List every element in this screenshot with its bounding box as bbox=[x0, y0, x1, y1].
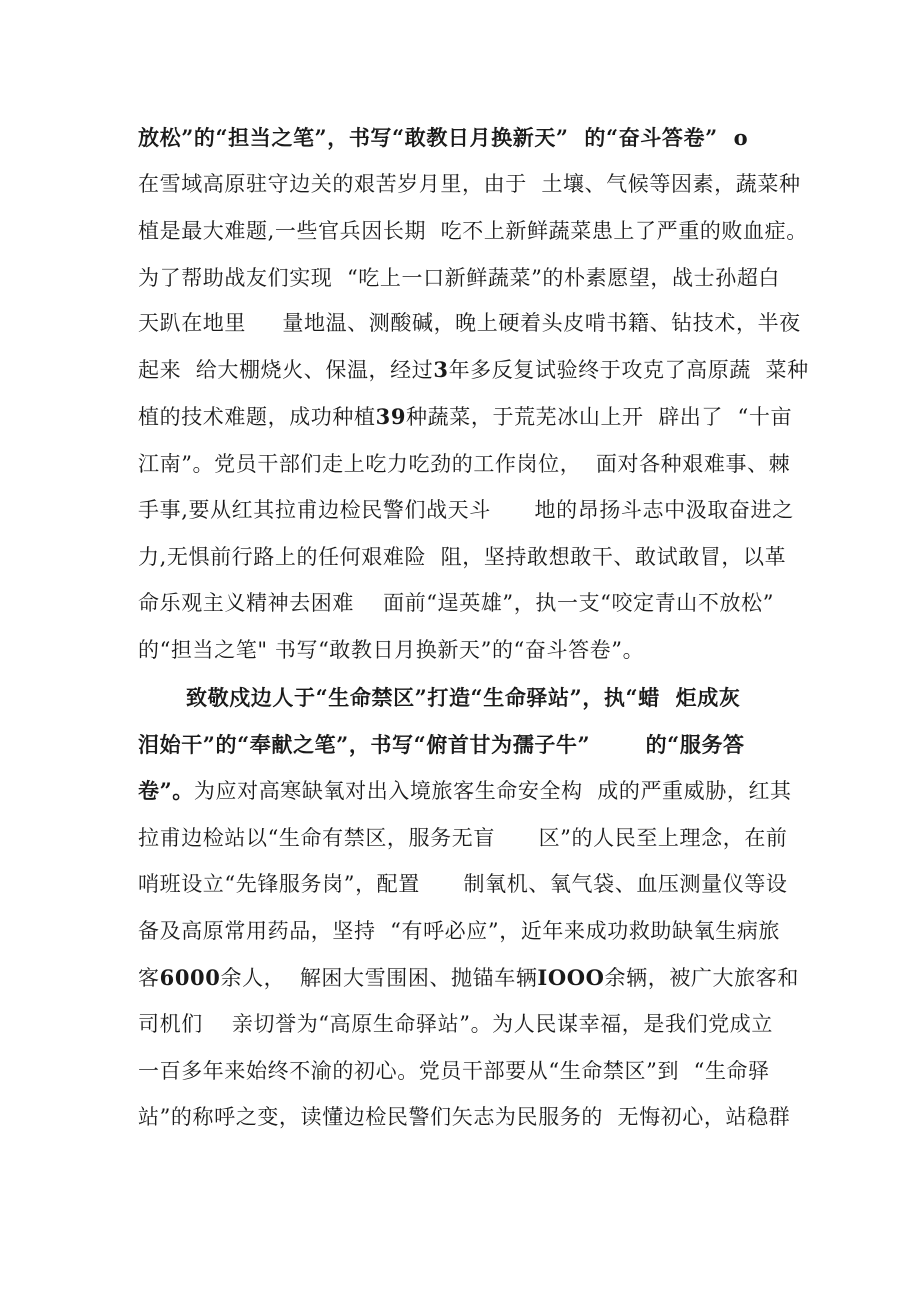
text-segment: 放松”的“担当之笔”，书写“敢教日月换新天” 的“奋斗答卷” o bbox=[138, 125, 749, 150]
text-segment: 力,无惧前行路上的任何艰难险 阻，坚持敢想敢干、敢试敢冒，以革 bbox=[138, 545, 787, 569]
text-line bbox=[138, 303, 801, 343]
text-line bbox=[138, 397, 793, 437]
text-segment: 在雪域高原驻守边关的艰苦岁月里，由于 土壤、气候等因素，蔬菜种 bbox=[138, 172, 801, 196]
text-segment: 6000 bbox=[159, 965, 221, 990]
text-segment: 余辆，被广大旅客和 bbox=[604, 966, 799, 990]
text-segment: 植是最大难题,一些官兵因长期 吃不上新鲜蔬菜患上了严重的败血症。 bbox=[138, 219, 808, 243]
text-line bbox=[138, 118, 788, 158]
text-line bbox=[138, 164, 801, 204]
text-segment: 3 bbox=[433, 357, 449, 382]
text-segment: 司机们 亲切誉为“高原生命驿站”。为人民谋幸福，是我们党成立 bbox=[138, 1012, 773, 1036]
text-segment: 泪始干”的“奉献之笔”，书写“俯首甘为孺子牛” 的“服务答 bbox=[138, 732, 745, 757]
text-segment: 的“担当之笔" 书写“敢教日月换新天”的“奋斗答卷”。 bbox=[138, 638, 645, 662]
text-segment: 为应对高寒缺氧对出入境旅客生命安全构 成的严重威胁，红其 bbox=[193, 779, 792, 803]
text-segment: 种蔬菜，于荒芜冰山上开 辟出了 “十亩 bbox=[406, 405, 793, 429]
text-line bbox=[138, 630, 788, 670]
text-line bbox=[138, 444, 791, 484]
text-segment: 39 bbox=[375, 404, 407, 429]
text-line bbox=[138, 725, 788, 765]
text-segment: 植的技术难题，成功种植 bbox=[138, 405, 376, 429]
text-segment: 备及高原常用药品，坚持 “有呼必应”，近年来成功救助缺氧生病旅 bbox=[138, 919, 781, 943]
text-line bbox=[138, 771, 792, 811]
text-line bbox=[138, 958, 799, 998]
text-line bbox=[138, 583, 788, 623]
text-line bbox=[138, 1097, 791, 1137]
text-segment: 拉甫边检站以“生命有禁区，服务无盲 区”的人民至上理念，在前 bbox=[138, 826, 788, 850]
text-segment: 卷”。 bbox=[138, 778, 194, 803]
text-segment: 手事,要从红其拉甫边检民警们战天斗 地的昂扬斗志中汲取奋进之 bbox=[138, 498, 794, 522]
text-segment: 命乐观主义精神去困难 面前“逞英雄”，执一支“咬定青山不放松” bbox=[138, 591, 775, 615]
text-segment: 哨班设立“先锋服务岗”，配置 制氧机、氧气袋、血压测量仪等设 bbox=[138, 872, 788, 896]
text-line bbox=[138, 258, 788, 298]
text-line bbox=[138, 864, 788, 904]
text-segment: 为了帮助战友们实现 “吃上一口新鲜蔬菜”的朴素愿望，战士孙超白 bbox=[138, 266, 781, 290]
text-segment: 站”的称呼之变，读懂边检民警们矢志为民服务的 无悔初心，站稳群 bbox=[138, 1105, 791, 1129]
text-segment: 起来 给大棚烧火、保温，经过 bbox=[138, 358, 434, 382]
text-line bbox=[138, 1051, 788, 1091]
text-segment: 余人， 解困大雪围困、抛锚车辆 bbox=[220, 966, 538, 990]
text-line bbox=[138, 537, 788, 577]
text-line bbox=[138, 211, 808, 251]
text-line bbox=[138, 1004, 788, 1044]
text-segment: IOOO bbox=[537, 965, 605, 990]
text-line bbox=[186, 678, 786, 718]
text-segment: 年多反复试验终于攻克了高原蔬 菜种 bbox=[448, 358, 809, 382]
text-segment: 江南”。党员干部们走上吃力吃劲的工作岗位， 面对各种艰难事、棘 bbox=[138, 452, 791, 476]
text-segment: 一百多年来始终不渝的初心。党员干部要从“生命禁区”到 “生命驿 bbox=[138, 1059, 770, 1083]
text-line bbox=[138, 350, 809, 390]
text-line bbox=[138, 911, 788, 951]
text-segment: 致敬戍边人于“生命禁区”打造“生命驿站”，执“蜡 炬成灰 bbox=[186, 685, 741, 710]
text-segment: 天趴在地里 量地温、测酸碱，晚上硬着头皮啃书籍、钻技术，半夜 bbox=[138, 311, 801, 335]
text-line bbox=[138, 490, 794, 530]
text-segment: 客 bbox=[138, 966, 160, 990]
text-line bbox=[138, 818, 788, 858]
